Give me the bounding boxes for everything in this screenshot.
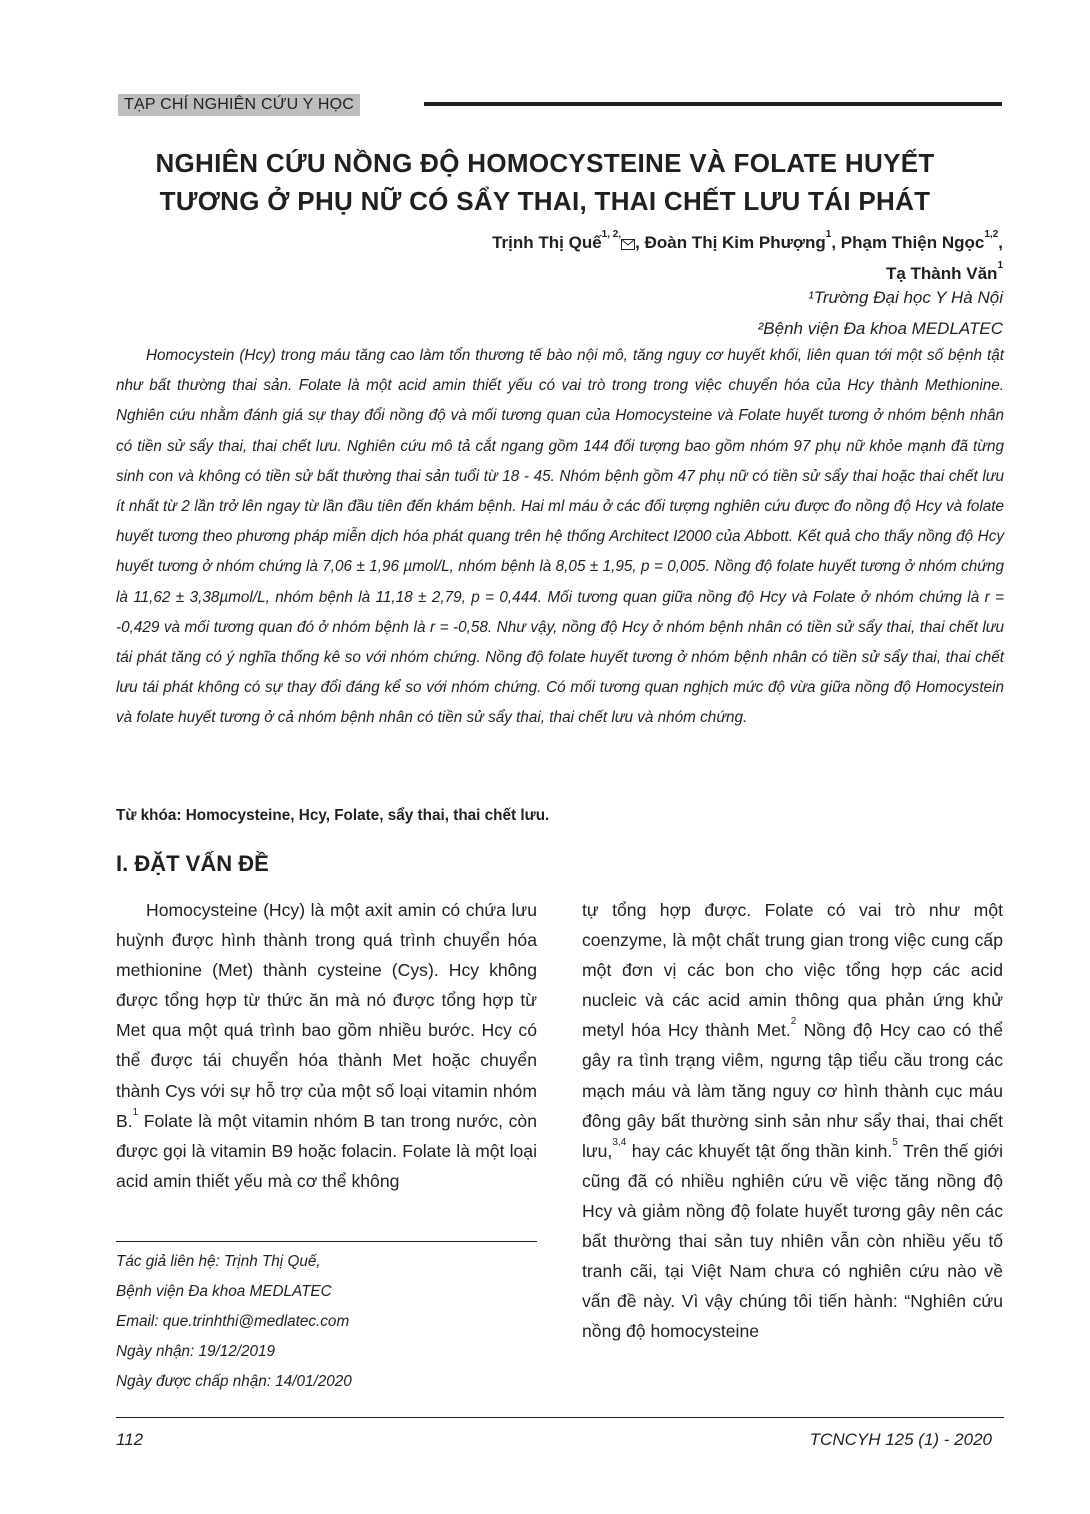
affiliation-1: ¹Trường Đại học Y Hà Nội (808, 288, 1003, 307)
author-name: Trịnh Thị Quế (492, 233, 602, 252)
affiliation-2: ²Bệnh viện Đa khoa MEDLATEC (757, 319, 1003, 338)
body-text: Folate là một vitamin nhóm B tan trong nước, còn được gọi là vitamin B9 hoặc folacin. Folate là một loại acid amin thiết yếu mà cơ thể không (116, 1110, 537, 1191)
journal-name: TẠP CHÍ NGHIÊN CỨU Y HỌC (118, 94, 360, 116)
author-affiliation-ref: 1, 2, (601, 229, 622, 240)
header-rule (424, 102, 1002, 106)
footnote-accepted-date: Ngày được chấp nhận: 14/01/2020 (116, 1373, 352, 1390)
body-text: hay các khuyết tật ống thần kinh. (626, 1140, 893, 1161)
citation-ref[interactable]: 3,4 (612, 1136, 627, 1148)
keywords: Từ khóa: Homocysteine, Hcy, Folate, sẩy thai, thai chết lưu. (116, 807, 550, 824)
section-heading: I. ĐẶT VẤN ĐỀ (116, 851, 269, 876)
citation-ref[interactable]: 2 (790, 1016, 797, 1028)
title-line-1: NGHIÊN CỨU NỒNG ĐỘ HOMOCYSTEINE VÀ FOLATE HUYẾT (155, 148, 935, 178)
author-affiliation-ref: 1 (997, 260, 1003, 271)
author-list (283, 228, 1003, 288)
footnote-received-date: Ngày nhận: 19/12/2019 (116, 1343, 276, 1360)
correspondence-footnote (116, 1247, 546, 1397)
footnote-email: Email: que.trinhthi@medlatec.com (116, 1313, 350, 1330)
footnote-rule (116, 1241, 537, 1242)
body-text: Nồng độ Hcy cao có thể gây ra tình trạng viêm, ngưng tập tiểu cầu trong các mạch máu và làm tăng nguy cơ hình thành cục máu đông gây bất thường sinh sản như sẩy thai, thai chết lưu, (582, 1020, 1003, 1161)
citation-ref[interactable]: 1 (132, 1106, 139, 1118)
author-name: , Đoàn Thị Kim Phượng (635, 233, 826, 252)
author-line-2 (283, 259, 1003, 288)
body-column-left (116, 895, 537, 1196)
body-text: Trên thế giới cũng đã có nhiều nghiên cứu về việc tăng nồng độ Hcy và giảm nồng độ folate huyết tương gây nên các bất thường thai sản tuy nhiên vẫn còn nhiều yếu tố tranh cãi, tại Việt Nam chưa có nghiên cứu nào về vấn đề này. Vì vậy chúng tôi tiến hành: “Nghiên cứu nồng độ homocysteine (582, 1140, 1003, 1342)
body-text: Homocysteine (Hcy) là một axit amin có chứa lưu huỳnh được hình thành trong quá trình chuyển hóa methionine (Met) thành cysteine (Cys). Hcy không được tổng hợp từ thức ăn mà nó được tổng hợp từ Met qua một quá trình bao gồm nhiều bước. Hcy có thể được tái chuyển hóa thành Met hoặc chuyển thành Cys với sự hỗ trợ của một số loại vitamin nhóm B. (116, 900, 537, 1131)
author-separator: , (998, 233, 1003, 252)
footnote-corresponding-author: Tác giả liên hệ: Trịnh Thị Quế, (116, 1253, 321, 1270)
mail-icon[interactable] (621, 230, 635, 259)
body-paragraph (582, 895, 1003, 1346)
author-affiliation-ref: 1 (825, 229, 832, 240)
body-paragraph (116, 895, 537, 1196)
citation-ref[interactable]: 5 (892, 1136, 898, 1148)
author-line-1 (283, 228, 1003, 259)
journal-header (118, 92, 1002, 118)
body-text: tự tổng hợp được. Folate có vai trò như một coenzyme, là một chất trung gian trong việc cung cấp một đơn vị các bon cho việc tổng hợp các acid nucleic và các acid amin thông qua phản ứng khử metyl hóa Hcy thành Met. (582, 900, 1003, 1041)
abstract (116, 341, 1004, 734)
article-title (100, 144, 990, 220)
abstract-text: Homocystein (Hcy) trong máu tăng cao làm tổn thương tế bào nội mô, tăng nguy cơ huyết khối, liên quan tới một số bệnh tật như bất thường thai sản. Folate là một acid amin thiết yếu có vai trò trong trong việc chuyển hóa của Hcy thành Methionine. Nghiên cứu nhằm đánh giá sự thay đổi nồng độ và mối tương quan của Homocysteine và Folate huyết tương ở nhóm bệnh nhân có tiền sử sẩy thai, thai chết lưu. Nghiên cứu mô tả cắt ngang gồm 144 đối tượng bao gồm nhóm 97 phụ nữ khỏe mạnh đã từng sinh con và không có tiền sử bất thường thai sản tuổi từ 18 - 45. Nhóm bệnh gồm 47 phụ nữ có tiền sử sẩy thai hoặc thai chết lưu ít nhất từ 2 lần trở lên ngay từ lần đầu tiên đến khám bệnh. Hai ml máu ở các đối tượng nghiên cứu được đo nồng độ Hcy và folate huyết tương theo phương pháp miễn dịch hóa phát quang trên hệ thống Architect I2000 của Abbott. Kết quả cho thấy nồng độ Hcy huyết tương ở nhóm chứng là 7,06 ± 1,96 µmol/L, nhóm bệnh là 8,05 ± 1,95, p = 0,005. Nồng độ folate huyết tương ở nhóm chứng là 11,62 ± 3,38µmol/L, nhóm bệnh là 11,18 ± 2,79, p = 0,444. Mối tương quan giữa nồng độ Hcy và Folate ở nhóm chứng là r = -0,429 và mối tương quan đó ở nhóm bệnh là r = -0,58. Như vậy, nồng độ Hcy ở nhóm bệnh nhân có tiền sử sẩy thai, thai chết lưu tái phát tăng có ý nghĩa thống kê so với nhóm chứng. Nồng độ folate huyết tương ở nhóm bệnh nhân có tiền sử sẩy thai, thai chết lưu tái phát không có sự thay đổi đáng kể so với nhóm chứng. Có mối tương quan nghịch mức độ vừa giữa nồng độ Homocystein và folate huyết tương ở cả nhóm bệnh nhân có tiền sử sẩy thai, thai chết lưu và nhóm chứng. (116, 347, 1004, 727)
author-affiliation-ref: 1,2 (984, 229, 999, 240)
author-name: , Phạm Thiện Ngọc (831, 233, 985, 252)
footnote-institution: Bệnh viện Đa khoa MEDLATEC (116, 1283, 332, 1300)
journal-issue-ref: TCNCYH 125 (1) - 2020 (809, 1430, 992, 1449)
page-number: 112 (116, 1430, 144, 1449)
author-name: Tạ Thành Văn (885, 264, 998, 283)
footer-rule (116, 1417, 1004, 1418)
title-line-2: TƯƠNG Ở PHỤ NỮ CÓ SẨY THAI, THAI CHẾT LƯU TÁI PHÁT (159, 186, 931, 216)
body-column-right (582, 895, 1003, 1346)
